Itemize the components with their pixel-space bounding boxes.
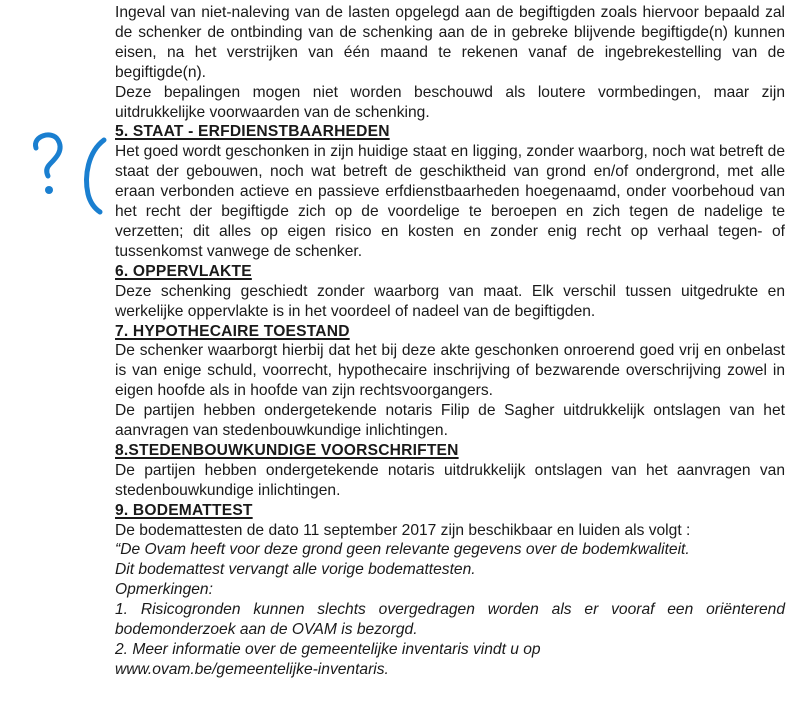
section-6-body: Deze schenking geschiedt zonder waarborg van maat. Elk verschil tussen uitgedrukte en werkelijke oppervlakte is in het voordeel of nadeel van de begiftigden.	[115, 282, 785, 320]
quote-line-2: Dit bodemattest vervangt alle vorige bodemattesten.	[115, 561, 476, 579]
remark-1: 1. Risicogronden kunnen slechts overgedragen worden als er vooraf een oriënterend bodemonderzoek aan de OVAM is bezorgd.	[115, 601, 785, 639]
section-5-heading: 5. STAAT - ERFDIENSTBAARHEDEN	[115, 123, 390, 141]
section-8-heading: 8.STEDENBOUWKUNDIGE VOORSCHRIFTEN	[115, 441, 459, 459]
section-7-body-2: De partijen hebben ondergetekende notaris Filip de Sagher uitdrukkelijk ontslagen van het aanvragen van stedenbouwkundige inlichtingen.	[115, 402, 785, 440]
section-6-heading: 6. OPPERVLAKTE	[115, 262, 252, 280]
document-page	[115, 3, 785, 680]
intro-paragraph-2: Deze bepalingen mogen niet worden beschouwd als loutere vormbedingen, maar zijn uitdrukkelijke voorwaarden van de schenking.	[115, 83, 785, 121]
remark-2	[115, 640, 785, 680]
question-mark-stroke	[35, 135, 60, 176]
remarks-label: Opmerkingen:	[115, 581, 213, 599]
section-9-intro: De bodemattesten de dato 11 september 2017 zijn beschikbaar en luiden als volgt :	[115, 521, 691, 539]
open-bracket-stroke	[87, 140, 104, 212]
remark-2-line-1: 2. Meer informatie over de gemeentelijke inventaris vindt u op	[115, 641, 541, 658]
intro-paragraph-1: Ingeval van niet-naleving van de lasten opgelegd aan de begiftigden zoals hiervoor bepaald zal de schenker de ontbinding van de schenking aan de in gebreke blijvende begiftigde(n) kunnen eisen, na het verstrijken van één maand te rekenen vanaf de ingebrekestelling van de begiftigde(n).	[115, 4, 785, 81]
handwritten-question-mark-annotation	[22, 126, 122, 226]
section-9-quote	[115, 540, 785, 600]
section-8-body: De partijen hebben ondergetekende notaris uitdrukkelijk ontslagen van het aanvragen van stedenbouwkundige inlichtingen.	[115, 461, 785, 499]
quote-line-1: “De Ovam heeft voor deze grond geen relevante gegevens over de bodemkwaliteit.	[115, 541, 690, 559]
question-mark-dot	[45, 186, 53, 194]
section-7-body-1: De schenker waarborgt hierbij dat het bij deze akte geschonken onroerend goed vrij en onbelast is van enige schuld, voorrecht, hypothecaire inschrijving of bezwarende overschrijving zowel in eigen hoofde als in hoofde van zijn rechtsvoorgangers.	[115, 342, 785, 400]
section-5-body: Het goed wordt geschonken in zijn huidige staat en ligging, zonder waarborg, noch wat betreft de staat der gebouwen, noch wat betreft de geschiktheid van grond en/of ondergrond, met alle eraan verbonden actieve en passieve erfdienstbaarheden hoegenaamd, onder voorbehoud van het recht der begiftigde zich op de voordelige te beroepen en zich tegen de nadelige te verzetten; dit alles op eigen risico en kosten en zonder enig recht op verhaal tegen- of tussenkomst vanwege de schenker.	[115, 143, 785, 260]
remark-2-link[interactable]: www.ovam.be/gemeentelijke-inventaris.	[115, 660, 389, 678]
section-9-heading: 9. BODEMATTEST	[115, 501, 253, 519]
section-7-heading: 7. HYPOTHECAIRE TOESTAND	[115, 322, 350, 340]
